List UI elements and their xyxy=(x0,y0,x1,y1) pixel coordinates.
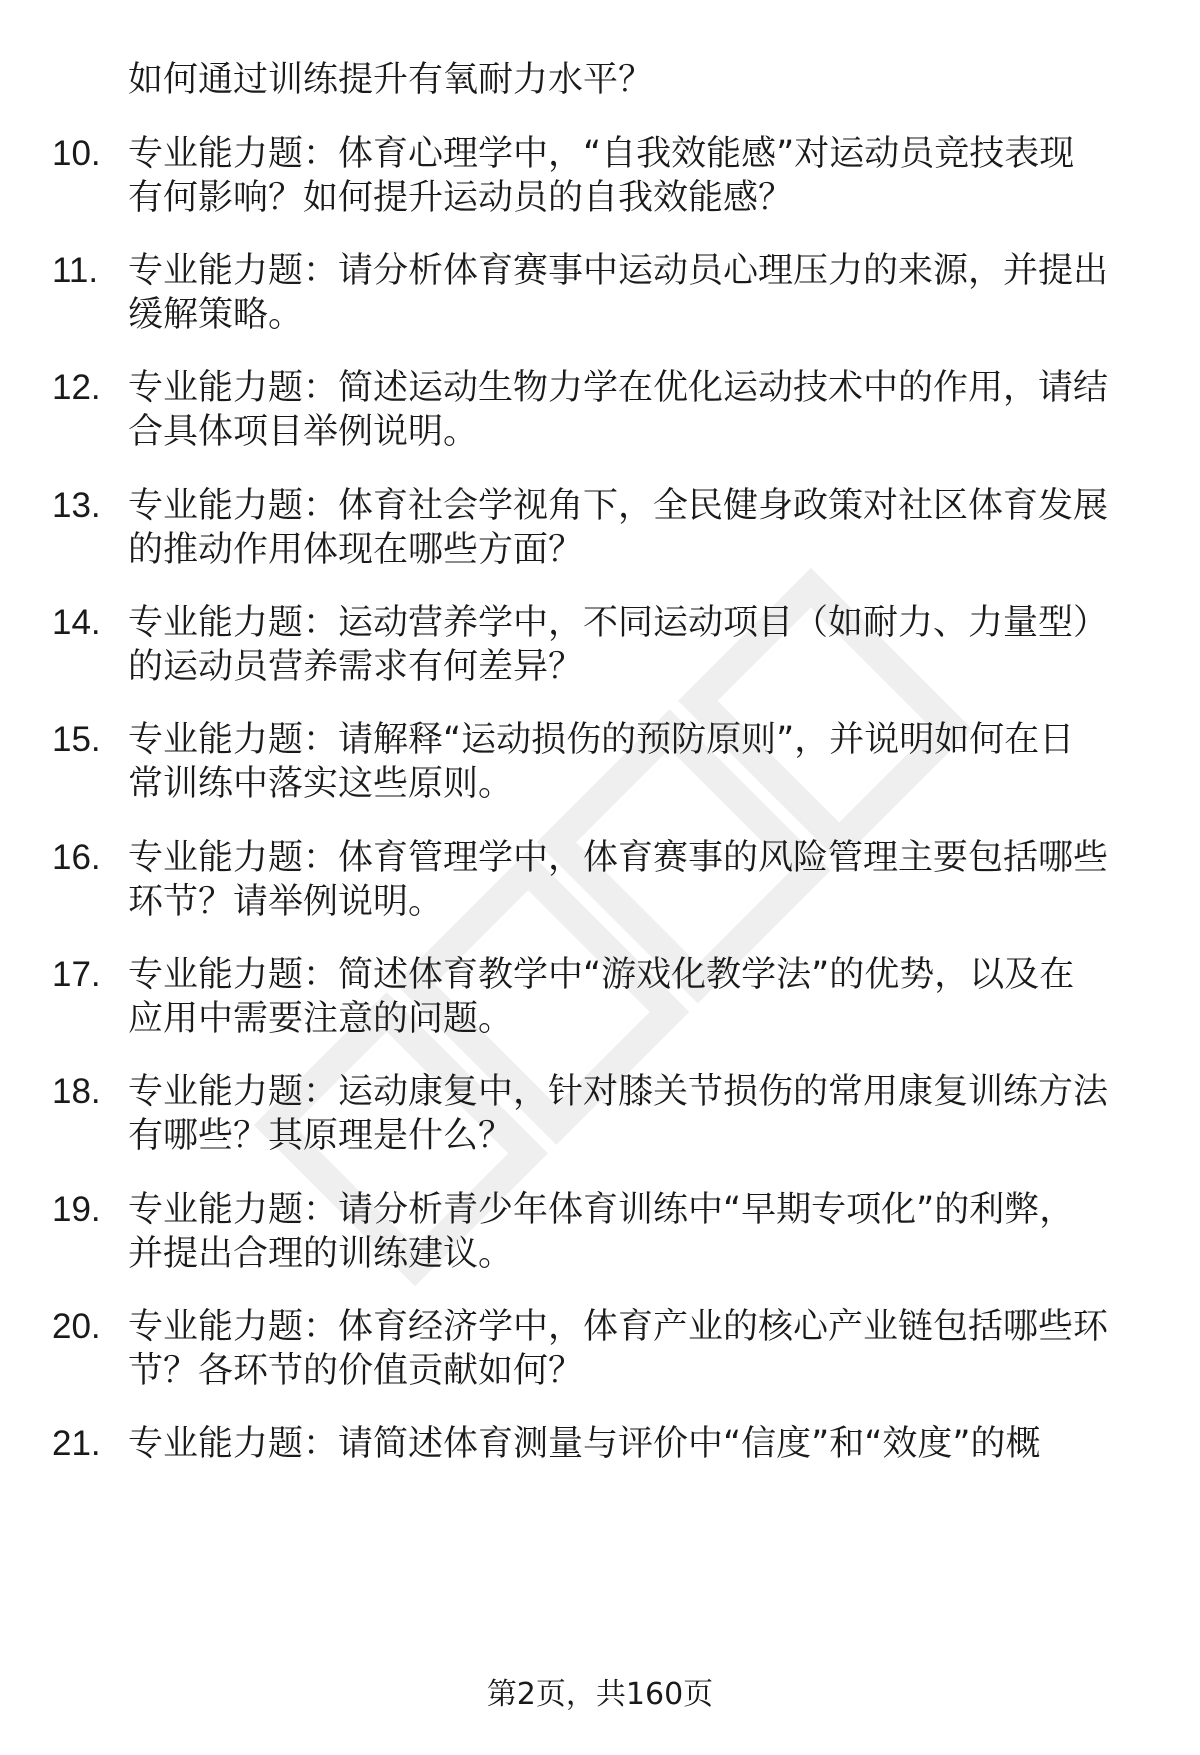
item-text: 常训练中落实这些原则。 xyxy=(128,764,514,804)
item-text: 环节？请举例说明。 xyxy=(128,882,444,922)
item-number: 19. xyxy=(52,1190,101,1229)
item-text: 专业能力题：运动营养学中，不同运动项目（如耐力、力量型） xyxy=(128,603,1109,643)
item-text: 专业能力题：简述运动生物力学在优化运动技术中的作用，请结 xyxy=(128,368,1109,408)
item-text: 合具体项目举例说明。 xyxy=(128,412,479,452)
item-text: 专业能力题：运动康复中，针对膝关节损伤的常用康复训练方法 xyxy=(128,1072,1109,1112)
item-number: 12. xyxy=(52,368,101,407)
item-number: 21. xyxy=(52,1424,101,1463)
item-number: 16. xyxy=(52,838,101,877)
item-text: 专业能力题：请分析青少年体育训练中“早期专项化”的利弊， xyxy=(128,1190,1075,1230)
item-text: 专业能力题：请分析体育赛事中运动员心理压力的来源，并提出 xyxy=(128,251,1109,291)
item-text: 专业能力题：请简述体育测量与评价中“信度”和“效度”的概 xyxy=(128,1424,1041,1464)
item-number: 11. xyxy=(52,251,99,290)
item-number: 17. xyxy=(52,955,101,994)
page-footer: 第2页，共160页 xyxy=(486,1677,714,1712)
item-number: 18. xyxy=(52,1072,101,1111)
item-text: 专业能力题：请解释“运动损伤的预防原则”，并说明如何在日 xyxy=(128,720,1075,760)
item-text: 节？各环节的价值贡献如何？ xyxy=(128,1351,584,1391)
item-text: 专业能力题：简述体育教学中“游戏化教学法”的优势，以及在 xyxy=(128,955,1075,995)
item-text: 专业能力题：体育心理学中，“自我效能感”对运动员竞技表现 xyxy=(128,134,1075,174)
item-text: 并提出合理的训练建议。 xyxy=(128,1234,514,1274)
item-number: 13. xyxy=(52,486,101,525)
item-number: 20. xyxy=(52,1307,101,1346)
item-text: 专业能力题：体育社会学视角下，全民健身政策对社区体育发展 xyxy=(128,486,1109,526)
item-text: 有何影响？如何提升运动员的自我效能感？ xyxy=(128,178,794,218)
item-text: 的推动作用体现在哪些方面？ xyxy=(128,530,584,570)
item-text: 缓解策略。 xyxy=(128,295,304,335)
item-text: 应用中需要注意的问题。 xyxy=(128,999,514,1039)
item-number: 15. xyxy=(52,720,101,759)
item-text: 有哪些？其原理是什么？ xyxy=(128,1116,514,1156)
item-text: 专业能力题：体育管理学中，体育赛事的风险管理主要包括哪些 xyxy=(128,838,1109,878)
item-text: 如何通过训练提升有氧耐力水平？ xyxy=(128,60,654,100)
item-number: 14. xyxy=(52,603,101,642)
item-text: 的运动员营养需求有何差异？ xyxy=(128,647,584,687)
item-number: 10. xyxy=(52,134,101,173)
item-text: 专业能力题：体育经济学中，体育产业的核心产业链包括哪些环 xyxy=(128,1307,1109,1347)
